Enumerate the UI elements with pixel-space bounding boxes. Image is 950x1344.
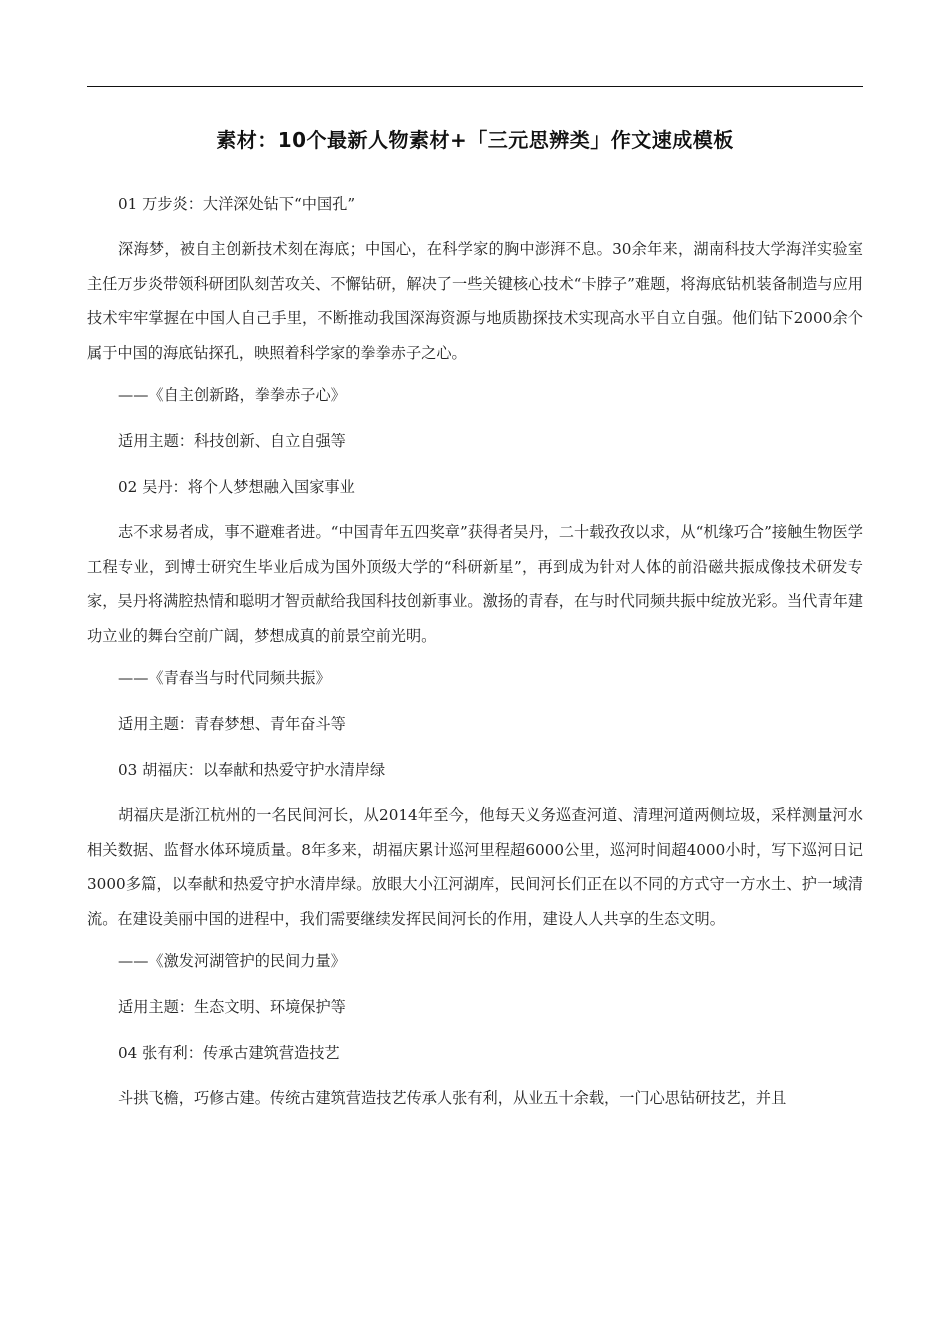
section-source: ——《激发河湖管护的民间力量》 bbox=[118, 952, 346, 970]
section-paragraph: 胡福庆是浙江杭州的一名民间河长，从2014年至今，他每天义务巡查河道、清理河道两侧垃圾，采样测量河水相关数据、监督水体环境质量。8年多来，胡福庆累计巡河里程超6000公里，巡河时间超4000小时，写下巡河日记3000多篇，以奉献和热爱守护水清岸绿。放眼大小江河湖库，民间河长们正在以不同的方式守一方水土、护一域清流。在建设美丽中国的进程中，我们需要继续发挥民间河长的作用，建设人人共享的生态文明。 bbox=[87, 806, 863, 928]
section-theme: 适用主题：科技创新、自立自强等 bbox=[118, 432, 346, 450]
section-heading: 04 张有利：传承古建筑营造技艺 bbox=[118, 1044, 340, 1062]
header-rule bbox=[87, 86, 863, 87]
section-heading: 01 万步炎：大洋深处钻下“中国孔” bbox=[118, 195, 356, 213]
section-source: ——《自主创新路，拳拳赤子心》 bbox=[118, 386, 346, 404]
document-title: 素材：10个最新人物素材+「三元思辨类」作文速成模板 bbox=[216, 128, 734, 152]
section-paragraph: 志不求易者成，事不避难者进。“中国青年五四奖章”获得者吴丹，二十载孜孜以求，从“机缘巧合”接触生物医学工程专业，到博士研究生毕业后成为国外顶级大学的“科研新星”，再到成为针对人体的前沿磁共振成像技术研发专家，吴丹将满腔热情和聪明才智贡献给我国科技创新事业。激扬的青春，在与时代同频共振中绽放光彩。当代青年建功立业的舞台空前广阔，梦想成真的前景空前光明。 bbox=[87, 523, 863, 645]
section-paragraph: 斗拱飞檐，巧修古建。传统古建筑营造技艺传承人张有利，从业五十余载，一门心思钻研技艺，并且 bbox=[118, 1089, 787, 1107]
section-paragraph: 深海梦，被自主创新技术刻在海底；中国心，在科学家的胸中澎湃不息。30余年来，湖南科技大学海洋实验室主任万步炎带领科研团队刻苦攻关、不懈钻研，解决了一些关键核心技术“卡脖子”难题，将海底钻机装备制造与应用技术牢牢掌握在中国人自己手里，不断推动我国深海资源与地质勘探技术实现高水平自立自强。他们钻下2000余个属于中国的海底钻探孔，映照着科学家的拳拳赤子之心。 bbox=[87, 240, 863, 362]
section-theme: 适用主题：青春梦想、青年奋斗等 bbox=[118, 715, 346, 733]
document-body bbox=[87, 192, 863, 1129]
section-heading: 03 胡福庆：以奉献和热爱守护水清岸绿 bbox=[118, 761, 386, 779]
section-heading: 02 吴丹：将个人梦想融入国家事业 bbox=[118, 478, 355, 496]
section-theme: 适用主题：生态文明、环境保护等 bbox=[118, 998, 346, 1016]
section-source: ——《青春当与时代同频共振》 bbox=[118, 669, 331, 687]
